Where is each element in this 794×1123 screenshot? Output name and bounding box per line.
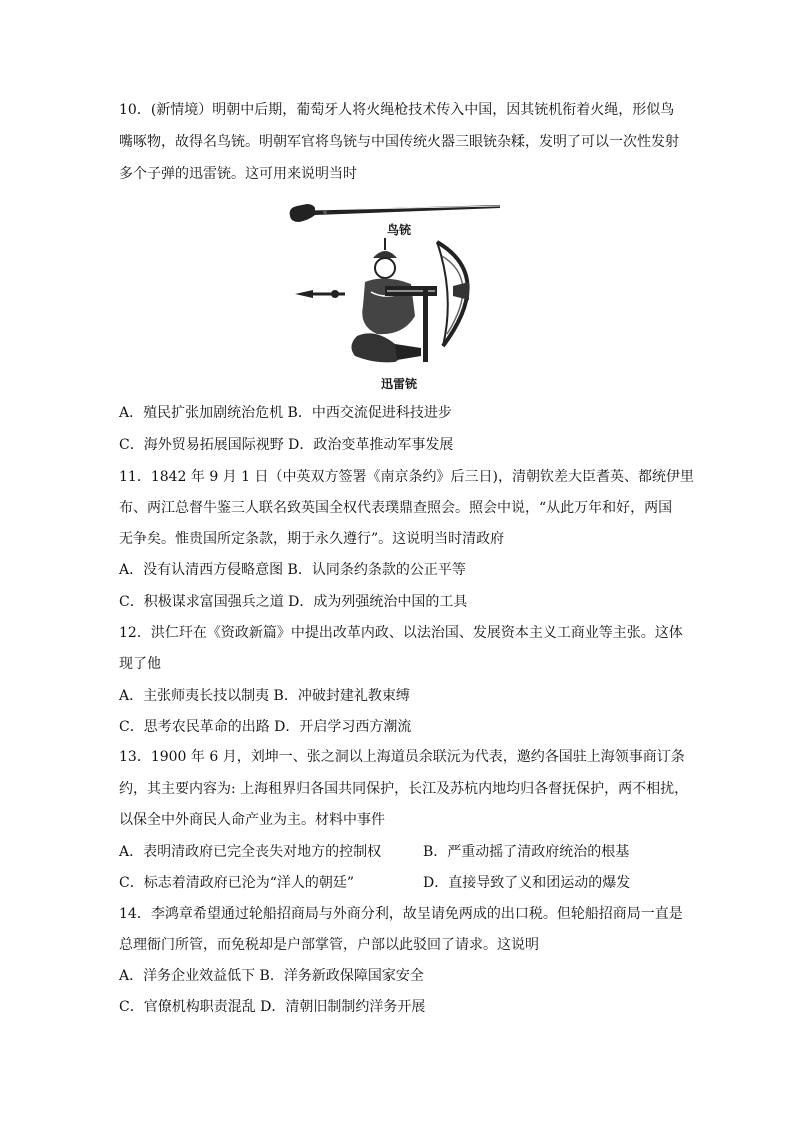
q13-stem-line-2: 约，其主要内容为: 上海租界归各国共同保护，长江及苏杭内地均归各督抚保护，两不相扰， <box>119 781 689 797</box>
q12-stem-line-1: 12．洪仁玕在《资政新篇》中提出改革内政、以法治国、发展资本主义工商业等主张。这体 <box>119 625 683 641</box>
q13-stem-line-1: 13．1900 年 6 月，刘坤一、张之洞以上海道员余联沅为代表，邀约各国驻上海领事商订条 <box>119 749 685 765</box>
q10-stem-line-3: 多个子弹的迅雷铳。这可用来说明当时 <box>119 166 357 182</box>
bird-gun-drawing <box>290 204 500 222</box>
thunder-gun-drawing <box>295 238 469 362</box>
q13-option-c: C．标志着清政府已沦为“洋人的朝廷” <box>119 875 355 891</box>
q11-option-line-2: C．积极谋求富国强兵之道 D．成为列强统治中国的工具 <box>119 594 468 610</box>
q14-option-line-2: C．官僚机构职责混乱 D．清朝旧制制约洋务开展 <box>119 999 426 1015</box>
bird-gun-caption: 鸟铳 <box>386 223 412 237</box>
q10-stem-line-1: 10．(新情境）明朝中后期，葡萄牙人将火绳枪技术传入中国，因其铳机衔着火绳，形似鸟 <box>119 102 675 118</box>
q13-option-b: B．严重动摇了清政府统治的根基 <box>423 844 630 860</box>
q14-stem-line-1: 14．李鸿章希望通过轮船招商局与外商分利，故呈请免两成的出口税。但轮船招商局一直是 <box>119 906 683 922</box>
q10-stem-line-2: 嘴啄物，故得名鸟铳。明朝军官将鸟铳与中国传统火器三眼铳杂糅，发明了可以一次性发射 <box>119 134 679 150</box>
q12-option-line-1: A．主张师夷长技以制夷 B．冲破封建礼教束缚 <box>119 688 410 704</box>
firearm-illustration <box>285 196 505 394</box>
q14-stem-line-2: 总理衙门所管，而免税却是户部掌管，户部以此驳回了请求。这说明 <box>119 937 539 953</box>
q11-stem-line-2: 布、两江总督牛鉴三人联名致英国全权代表璞鼎查照会。照会中说，“从此万年和好，两国 <box>119 500 673 516</box>
q10-option-line-1: A．殖民扩张加剧统治危机 B．中西交流促进科技进步 <box>119 405 452 421</box>
thunder-gun-caption: 迅雷铳 <box>380 377 418 391</box>
q12-stem-line-2: 现了他 <box>119 656 161 672</box>
q13-option-a: A．表明清政府已完全丧失对地方的控制权 <box>119 844 382 860</box>
q11-option-line-1: A．没有认清西方侵略意图 B．认同条约条款的公正平等 <box>119 562 466 578</box>
q10-option-line-2: C．海外贸易拓展国际视野 D．政治变革推动军事发展 <box>119 437 454 453</box>
q14-option-line-1: A．洋务企业效益低下 B．洋务新政保障国家安全 <box>119 968 424 984</box>
q13-option-d: D．直接导致了义和团运动的爆发 <box>423 875 631 891</box>
q11-stem-line-3: 无争矣。惟贵国所定条款，期于永久遵行”。这说明当时清政府 <box>119 531 505 547</box>
q11-stem-line-1: 11．1842 年 9 月 1 日（中英双方签署《南京条约》后三日)，清朝钦差大臣耆英、都统伊里 <box>119 469 694 485</box>
q13-stem-line-3: 以保全中外商民人命产业为主。材料中事件 <box>119 812 385 828</box>
q12-option-line-2: C．思考农民革命的出路 D．开启学习西方潮流 <box>119 719 412 735</box>
